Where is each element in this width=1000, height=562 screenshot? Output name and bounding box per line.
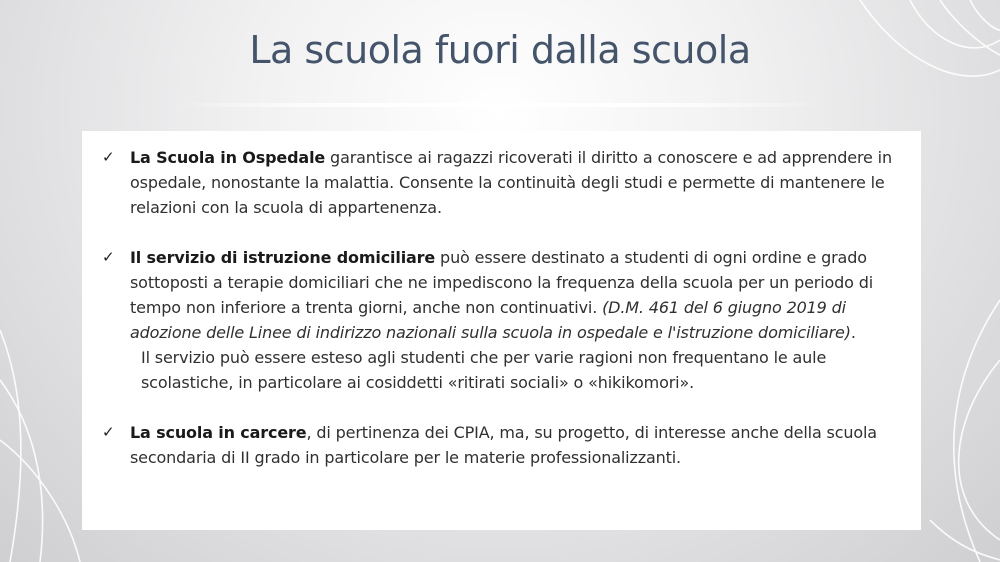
bullet-heading: La scuola in carcere — [130, 423, 307, 442]
decree-reference: (D.M. 461 del 6 giugno 2019 di adozione delle Linee di indirizzo nazionali sulla scuola in ospedale e l'istruzione domiciliare) — [130, 298, 851, 342]
bullet-item-ospedale — [102, 145, 903, 220]
checkmark-icon: ✓ — [102, 423, 115, 441]
bullet-tail: . — [850, 323, 856, 342]
bullet-subtext: Il servizio può essere esteso agli studenti che per varie ragioni non frequentano le aule scolastiche, in particolare ai cosiddetti «ritirati sociali» o «hikikomori». — [141, 348, 827, 392]
bullet-heading: La Scuola in Ospedale — [130, 148, 326, 167]
title-divider — [170, 103, 830, 107]
bullet-item-domiciliare — [102, 245, 903, 395]
bullet-body: può essere destinato a studenti di ogni ordine e grado sottoposti a terapie domiciliari che ne impediscono la frequenza della scuola per un periodo di tempo non inferiore a trenta giorni, anche non continuativi. — [130, 248, 874, 317]
bullet-body: , di pertinenza dei CPIA, ma, su progetto, di interesse anche della scuola secondaria di II grado in particolare per le materie professionalizzanti. — [130, 423, 877, 467]
checkmark-icon: ✓ — [102, 148, 115, 166]
slide-title: La scuola fuori dalla scuola — [249, 28, 751, 72]
bullet-item-carcere — [102, 420, 903, 470]
checkmark-icon: ✓ — [102, 248, 115, 266]
content-box — [82, 131, 921, 530]
bullet-heading: Il servizio di istruzione domiciliare — [130, 248, 436, 267]
bullet-text — [130, 420, 903, 470]
bullet-text — [130, 145, 903, 220]
bullet-body: garantisce ai ragazzi ricoverati il diritto a conoscere e ad apprendere in ospedale, nonostante la malattia. Consente la continuità degli studi e permette di mantenere le relazioni con la scuola di appartenenza. — [130, 148, 892, 217]
bullet-text — [130, 245, 903, 345]
